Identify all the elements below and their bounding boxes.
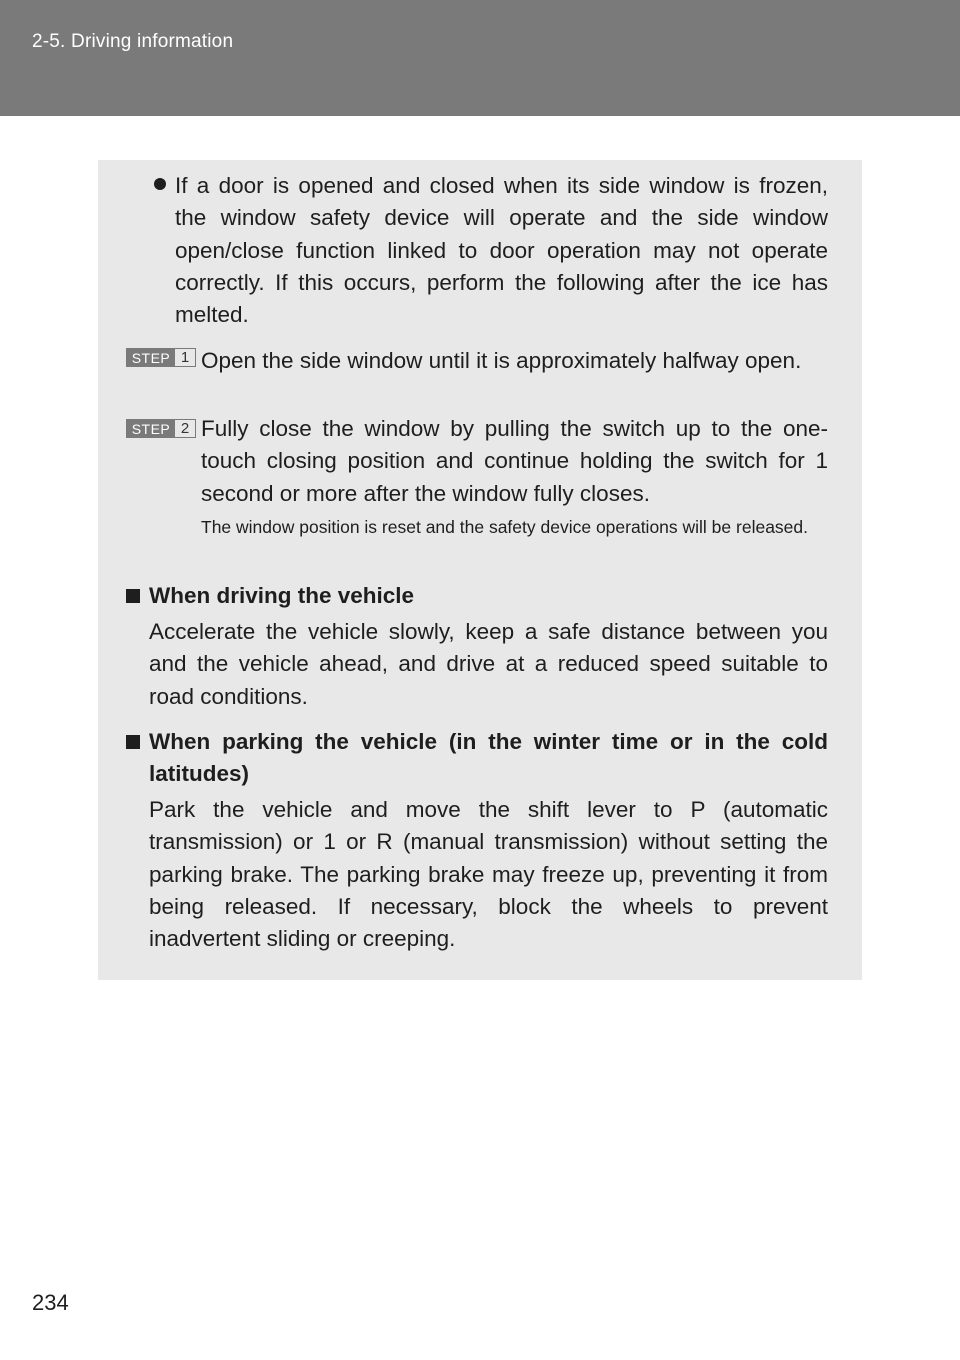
- section-body-driving: Accelerate the vehicle slowly, keep a safe distance between you and the vehicle ahead, and drive at a reduced speed suitable to road conditions.: [149, 619, 828, 709]
- step-note: The window position is reset and the safety device operations will be released.: [201, 517, 809, 537]
- section-heading-parking: When parking the vehicle (in the winter time or in the cold latitudes): [149, 729, 828, 787]
- step-badge-number: 1: [180, 349, 190, 366]
- step-badge-word: STEP: [127, 420, 175, 437]
- step-2-badge: [126, 419, 196, 438]
- step-1-badge: [126, 348, 196, 367]
- bullet-dot-icon: [154, 178, 166, 190]
- step-badge-number: 2: [180, 420, 190, 437]
- page-number: 234: [32, 1290, 69, 1315]
- square-bullet-icon: [126, 589, 140, 603]
- step-1-text: Open the side window until it is approximately halfway open.: [201, 348, 802, 373]
- section-title: 2-5. Driving information: [32, 31, 234, 52]
- square-bullet-icon: [126, 735, 140, 749]
- section-heading-driving: When driving the vehicle: [149, 583, 415, 608]
- bullet-paragraph: If a door is opened and closed when its side window is frozen, the window safety device will operate and the side window open/close function linked to door operation may not operate correctly. If this occurs, perform the following after the ice has melted.: [175, 173, 828, 328]
- section-body-parking: Park the vehicle and move the shift lever to P (automatic transmission) or 1 or R (manual transmission) without setting the parking brake. The parking brake may freeze up, preventing it from being released. If necessary, block the wheels to prevent inadvertent sliding or creeping.: [149, 797, 828, 952]
- step-badge-word: STEP: [127, 349, 175, 366]
- step-2-text: Fully close the window by pulling the switch up to the one-touch closing position and continue holding the switch for 1 second or more after the window fully closes.: [201, 416, 828, 506]
- page-header: [0, 0, 960, 116]
